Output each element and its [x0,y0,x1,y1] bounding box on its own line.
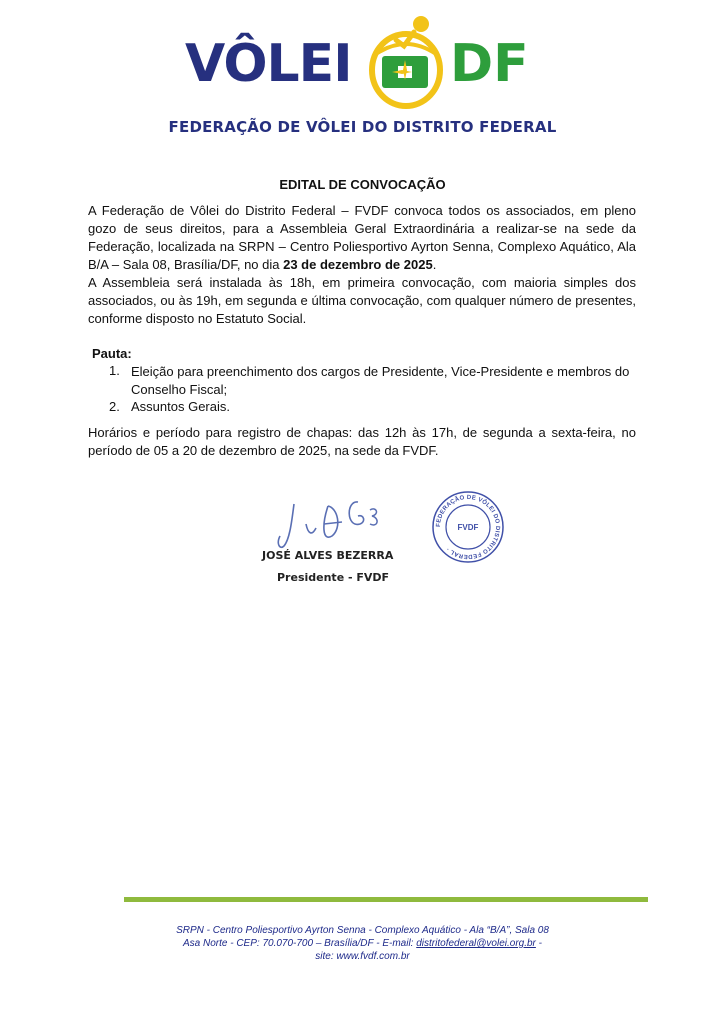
assembly-date: 23 de dezembro de 2025 [283,257,433,272]
federation-name: FEDERAÇÃO DE VÔLEI DO DISTRITO FEDERAL [168,118,557,136]
volleyball-emblem-icon [366,14,446,114]
agenda-item-number: 2. [109,399,120,414]
paragraph-installation: A Assembleia será instalada às 18h, em primeira convocação, com maioria simples dos associados, ou às 19h, em segunda e última convocação, com qualquer número de presentes, conforme disposto no Estatuto Social. [88,275,636,326]
federation-seal-stamp [431,490,505,564]
footer-address: SRPN - Centro Poliesportivo Ayrton Senna - Complexo Aquático - Ala “B/A”, Sala 08 [176,925,549,936]
footer-email-link[interactable]: distritofederal@volei.org.br [416,938,536,949]
agenda-item-text: Eleição para preenchimento dos cargos de Presidente, Vice-Presidente e membros do Conselho Fiscal; [131,364,630,397]
signatory-role: Presidente - FVDF [277,571,390,584]
svg-text:FEDERAÇÃO DE VÔLEI DO DISTRITO: FEDERAÇÃO DE VÔLEI DO DISTRITO FEDERAL · [435,494,501,560]
handwritten-signature [272,484,397,556]
footer-contact-end: - [535,938,542,949]
footer-cep: Asa Norte - CEP: 70.070-700 – Brasília/DF - E-mail: [182,938,417,949]
paragraph-registration: Horários e período para registro de chapas: das 12h às 17h, de segunda a sexta-feira, no período de 05 a 20 de dezembro de 2025, na sede da FVDF. [88,425,636,458]
paragraph-convocation [88,202,636,274]
paragraph-convocation-end: . [432,257,437,272]
footer-contact [0,938,725,949]
footer-divider [124,897,648,902]
agenda-item-text: Assuntos Gerais. [131,399,230,414]
svg-text:FVDF: FVDF [457,523,479,532]
signatory-name: JOSÉ ALVES BEZERRA [262,549,394,562]
logo-text-volei: VÔLEI [185,34,352,94]
logo-text-df: DF [450,34,529,94]
agenda-item-number: 1. [109,363,120,378]
paragraph-convocation-text: A Federação de Vôlei do Distrito Federal – FVDF convoca todos os associados, em pleno gozo de seus direitos, para a Assembleia Geral Extraordinária a realizar-se na sede da Federação, localizada na SRPN – Centro Poliesportivo Ayrton Senna, Complexo Aquático, Ala B/A – Sala 08, Brasília/DF, no dia [88,203,636,272]
agenda-label: Pauta: [92,346,132,361]
document-title: EDITAL DE CONVOCAÇÃO [279,177,446,192]
footer-site[interactable]: site: www.fvdf.com.br [315,951,410,962]
